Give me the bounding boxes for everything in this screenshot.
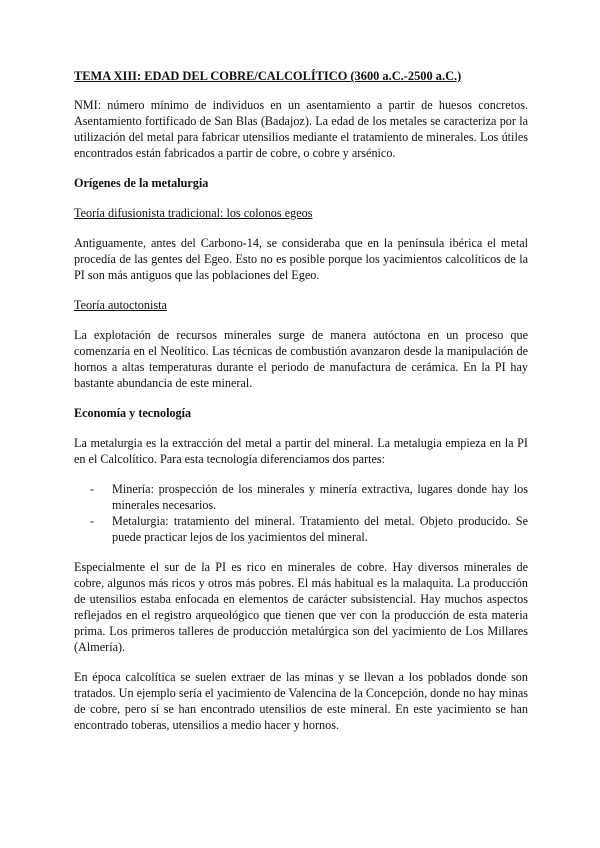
subheading-teoria-autoctonista: Teoría autoctonista (74, 298, 167, 312)
paragraph-difusionista: Antiguamente, antes del Carbono-14, se consideraba que en la península ibérica el metal procedía de las gentes del Egeo. Esto no es posible porque los yacimientos calcolíticos de la PI son más antiguos que las poblaciones del Egeo. (74, 236, 528, 282)
list-dash: - (90, 514, 95, 528)
list-dash: - (90, 482, 95, 496)
list-item-text: Minería: prospección de los minerales y minería extractiva, lugares donde hay los minerales necesarios. (112, 482, 528, 512)
document-title: TEMA XIII: EDAD DEL COBRE/CALCOLÍTICO (3600 a.C.-2500 a.C.) (74, 69, 462, 83)
paragraph-epoca-calcolitica: En época calcolítica se suelen extraer de las minas y se llevan a los poblados donde son tratados. Un ejemplo sería el yacimiento de Valencina de la Concepción, donde no hay minas de cobre, pero sí se han encontrado utensilios de este mineral. En este yacimiento se han encontrado toberas, utensilios a medio hacer y hornos. (74, 670, 528, 732)
list-item-text: Metalurgia: tratamiento del mineral. Tratamiento del metal. Objeto producido. Se puede practicar lejos de los yacimientos del mineral. (112, 514, 528, 544)
subheading-teoria-difusionista: Teoría difusionista tradicional: los colonos egeos (74, 206, 313, 220)
list-item (90, 513, 528, 545)
parts-list (74, 481, 528, 545)
section-heading-origenes: Orígenes de la metalurgia (74, 176, 209, 190)
section-heading-economia: Economía y tecnología (74, 406, 192, 420)
paragraph-autoctonista: La explotación de recursos minerales surge de manera autóctona en un proceso que comenzaría en el Neolítico. Las técnicas de combustión avanzaron desde la manipulación de hornos a altas temperaturas durante el periodo de manufactura de cerámica. En la PI hay bastante abundancia de este mineral. (74, 328, 528, 390)
intro-paragraph: NMI: número mínimo de individuos en un asentamiento a partir de huesos concretos. Asentamiento fortificado de San Blas (Badajoz). La edad de los metales se caracteriza por la utilización del metal para fabricar utensilios mediante el tratamiento de minerales. Los útiles encontrados están fabricados a partir de cobre, o cobre y arsénico. (74, 98, 528, 160)
paragraph-metalurgia-intro: La metalurgia es la extracción del metal a partir del mineral. La metalugia empieza en la PI en el Calcolítico. Para esta tecnología diferenciamos dos partes: (74, 436, 528, 466)
list-item (90, 481, 528, 513)
paragraph-sur-pi: Especialmente el sur de la PI es rico en minerales de cobre. Hay diversos minerales de cobre, algunos más ricos y otros más pobres. El más habitual es la malaquita. La producción de utensilios estaba enfocada en elementos de carácter subsistencial. Hay muchos aspectos reflejados en el registro arqueológico que tienen que ver con la producción de esta materia prima. Los primeros talleres de producción metalúrgica son del yacimiento de Los Millares (Almería). (74, 560, 528, 654)
